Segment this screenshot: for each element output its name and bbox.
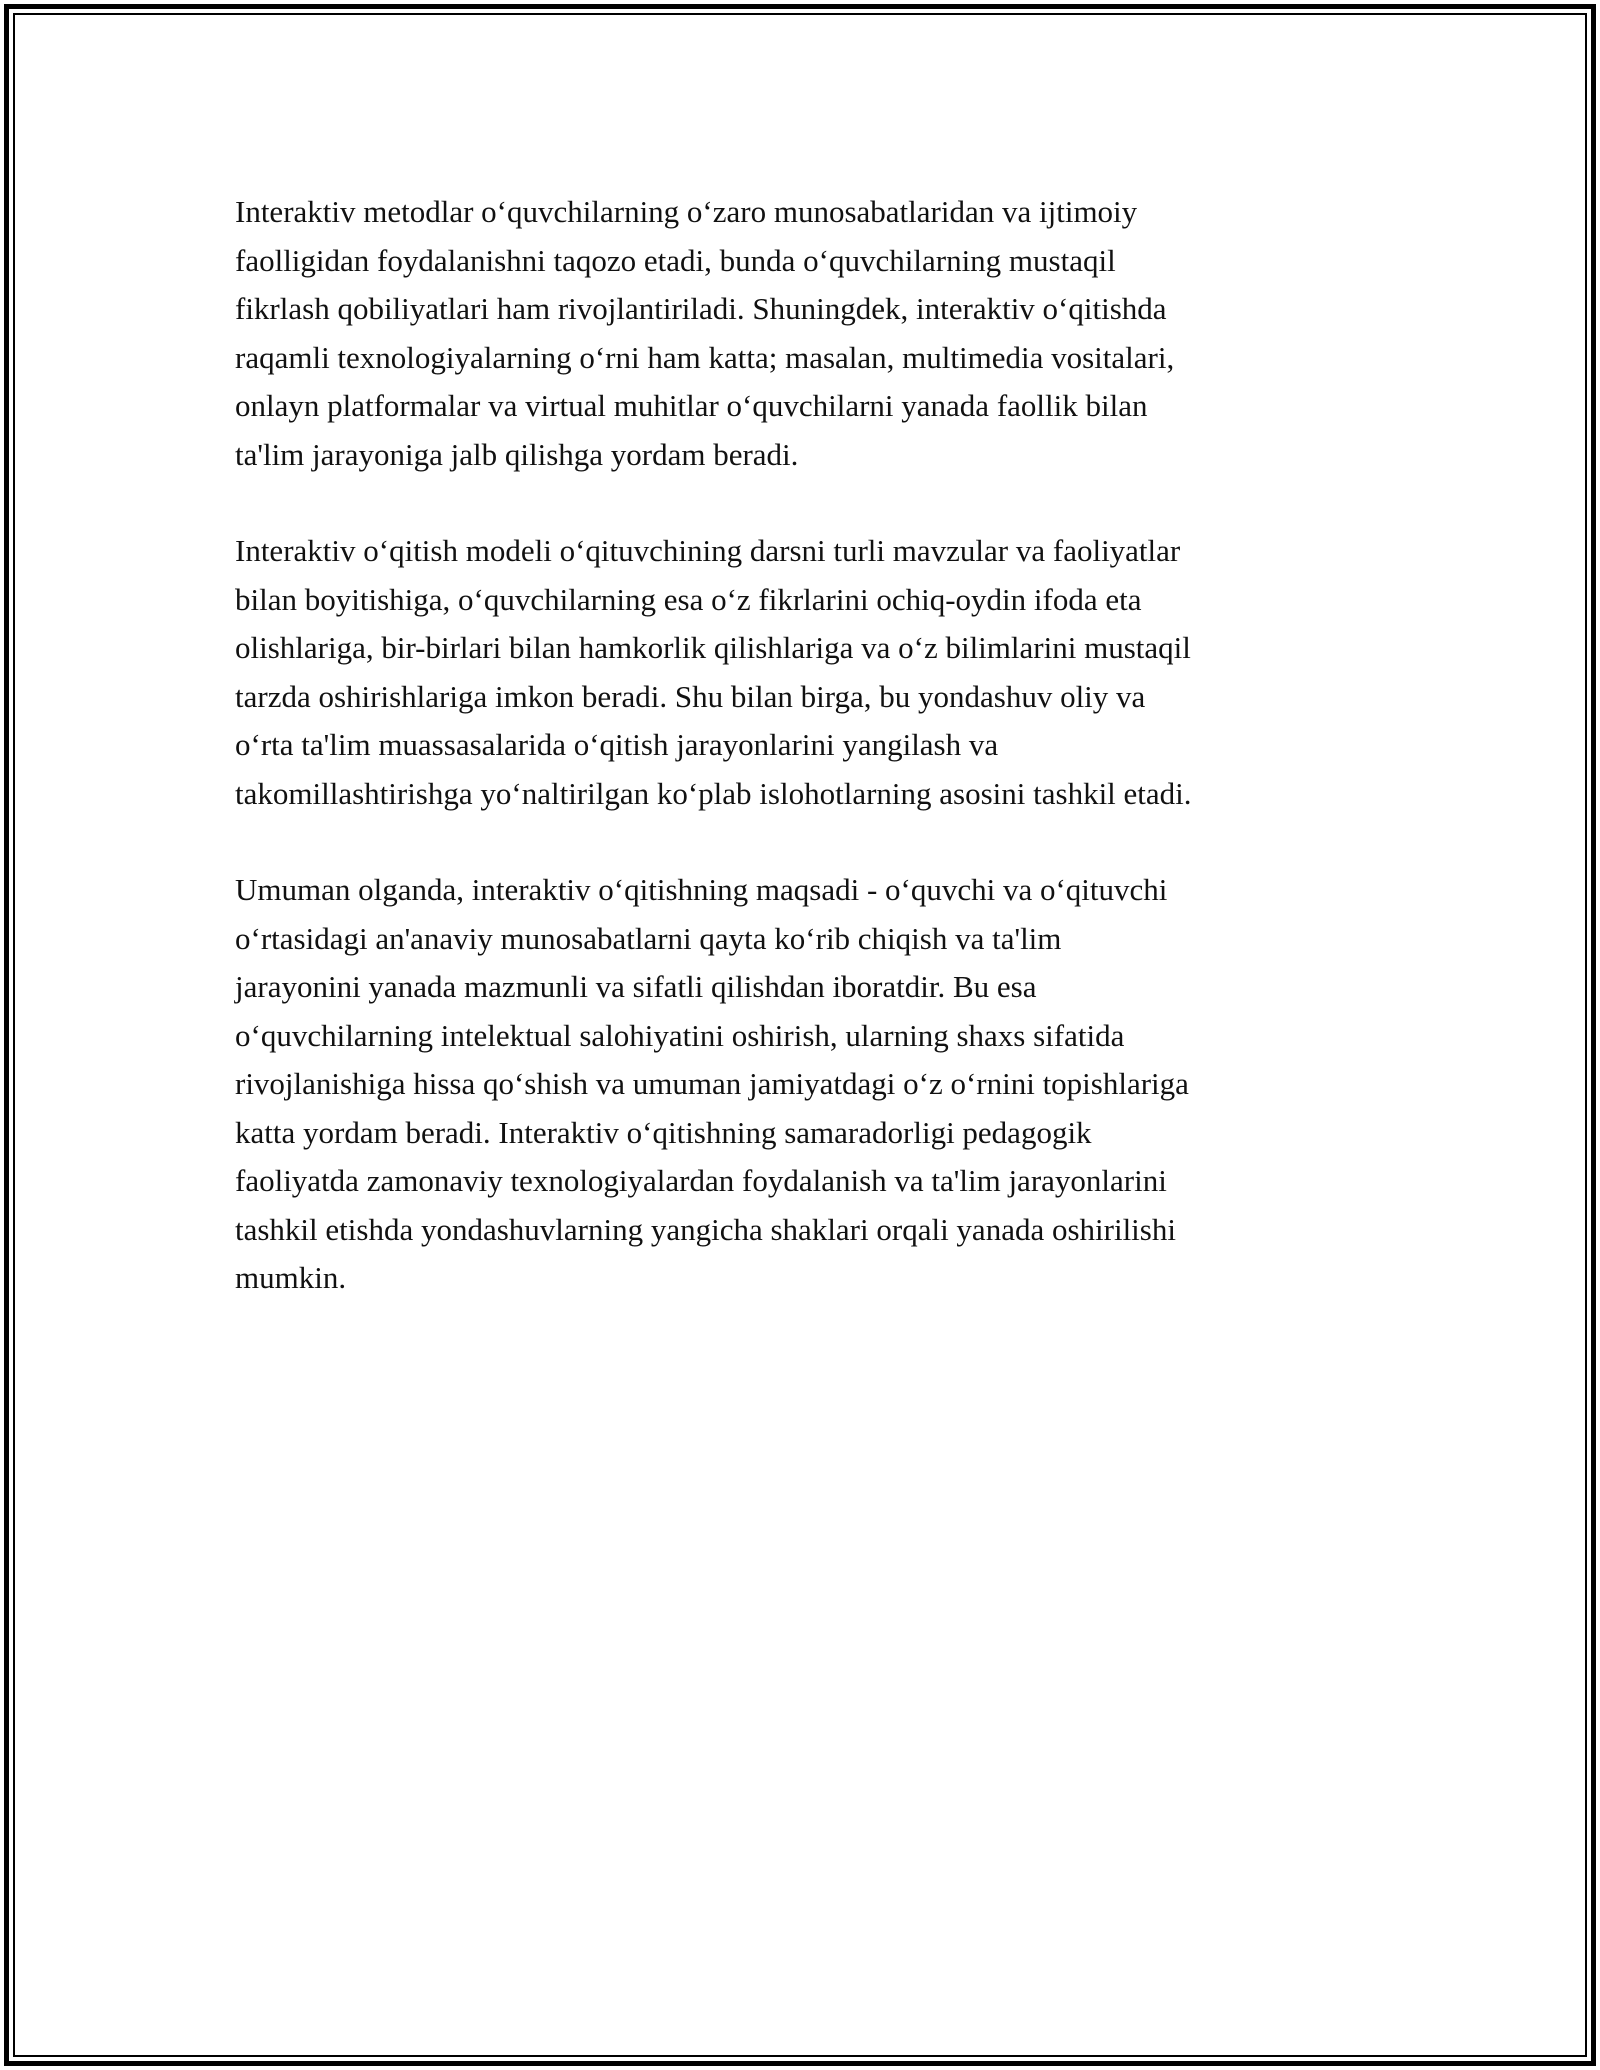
text-line: ta'lim jarayoniga jalb qilishga yordam beradi. bbox=[235, 436, 799, 472]
text-line: bilan boyitishiga, o‘quvchilarning esa o‘z fikrlarini ochiq-oydin ifoda eta bbox=[235, 581, 1142, 617]
text-line: katta yordam beradi. Interaktiv o‘qitishning samaradorligi pedagogik bbox=[235, 1114, 1092, 1150]
text-line: takomillashtirishga yo‘naltirilgan ko‘plab islohotlarning asosini tashkil etadi. bbox=[235, 775, 1192, 811]
paragraph-3 bbox=[235, 866, 1395, 1303]
text-line: raqamli texnologiyalarning o‘rni ham katta; masalan, multimedia vositalari, bbox=[235, 339, 1175, 375]
text-line: jarayonini yanada mazmunli va sifatli qilishdan iboratdir. Bu esa bbox=[235, 969, 1037, 1004]
paragraph-1 bbox=[235, 188, 1395, 479]
text-line: tarzda oshirishlariga imkon beradi. Shu bilan birga, bu yondashuv oliy va bbox=[235, 678, 1146, 714]
text-line: rivojlanishiga hissa qo‘shish va umuman jamiyatdagi o‘z o‘rnini topishlariga bbox=[235, 1066, 1189, 1101]
text-line: o‘rtasidagi an'anaviy munosabatlarni qayta ko‘rib chiqish va ta'lim bbox=[235, 920, 1062, 956]
text-line: onlayn platformalar va virtual muhitlar o‘quvchilarni yanada faollik bilan bbox=[235, 388, 1148, 423]
text-line: olishlariga, bir-birlari bilan hamkorlik qilishlariga va o‘z bilimlarini mustaqil bbox=[235, 630, 1191, 665]
text-line: Interaktiv o‘qitish modeli o‘qituvchining darsni turli mavzular va faoliyatlar bbox=[235, 533, 1181, 568]
paragraph-2 bbox=[235, 527, 1395, 818]
text-line: Umuman olganda, interaktiv o‘qitishning maqsadi - o‘quvchi va o‘qituvchi bbox=[235, 872, 1168, 907]
text-line: fikrlash qobiliyatlari ham rivojlantiriladi. Shuningdek, interaktiv o‘qitishda bbox=[235, 291, 1167, 326]
text-line: mumkin. bbox=[235, 1260, 347, 1295]
text-line: tashkil etishda yondashuvlarning yangicha shaklari orqali yanada oshirilishi bbox=[235, 1211, 1176, 1247]
text-line: o‘quvchilarning intelektual salohiyatini oshirish, ularning shaxs sifatida bbox=[235, 1017, 1125, 1053]
text-line: Interaktiv metodlar o‘quvchilarning o‘zaro munosabatlaridan va ijtimoiy bbox=[235, 194, 1138, 229]
document-body bbox=[235, 188, 1395, 1351]
text-line: faolligidan foydalanishni taqozo etadi, bunda o‘quvchilarning mustaqil bbox=[235, 242, 1116, 278]
text-line: o‘rta ta'lim muassasalarida o‘qitish jarayonlarini yangilash va bbox=[235, 727, 999, 762]
text-line: faoliyatda zamonaviy texnologiyalardan foydalanish va ta'lim jarayonlarini bbox=[235, 1163, 1167, 1198]
